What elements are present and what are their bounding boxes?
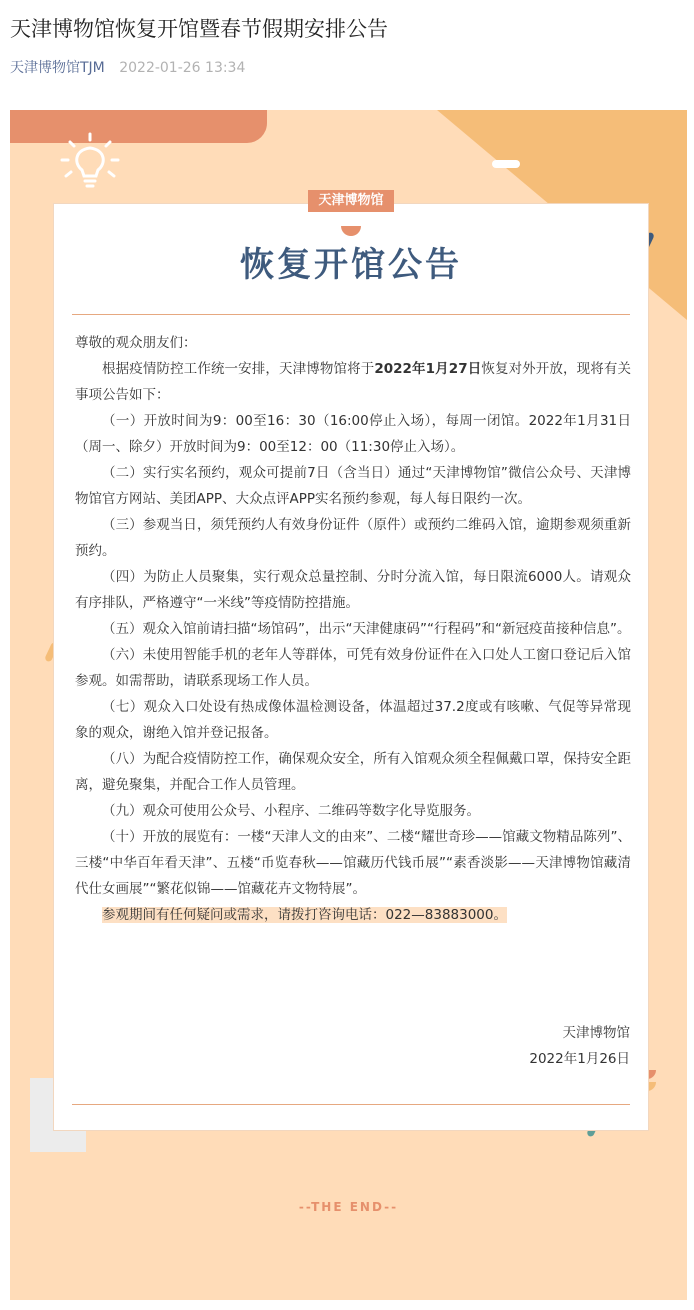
sign-date: 2022年1月26日 (529, 1051, 630, 1067)
article-title: 天津博物馆恢复开馆暨春节假期安排公告 (10, 17, 388, 41)
notice-heading: 恢复开馆公告 (240, 245, 462, 285)
announcement-poster (10, 110, 687, 1300)
notice-item-7: （七）观众入口处设有热成像体温检测设备，体温超过37.2度或有咳嗽、气促等异常现象的观众，谢绝入馆并登记报备。 (75, 699, 631, 741)
intro-paragraph (75, 356, 631, 408)
lightbulb-icon (58, 130, 122, 194)
tab-semicircle-decoration (341, 226, 361, 236)
notice-item-1: （一）开放时间为9：00至16：30（16:00停止入场），每周一闭馆。2022年1月31日（周一、除夕）开放时间为9：00至12：00（11:30停止入场）。 (75, 413, 631, 455)
coral-banner-shape (10, 110, 267, 143)
bottom-divider (72, 1104, 630, 1105)
the-end-marker: --THE END-- (298, 1200, 399, 1214)
notice-item-6: （六）未使用智能手机的老年人等群体，可凭有效身份证件在入口处人工窗口登记后入馆参观。如需帮助，请联系现场工作人员。 (75, 647, 631, 689)
article-meta (10, 58, 245, 78)
hotline-paragraph (75, 902, 631, 928)
signature: 天津博物馆 (562, 1025, 630, 1041)
publish-date: 2022-01-26 13:34 (119, 60, 246, 76)
top-divider (72, 314, 630, 315)
salutation: 尊敬的观众朋友们： (75, 335, 197, 351)
notice-card (53, 193, 649, 1131)
white-dash-decoration (492, 160, 520, 168)
notice-item-5: （五）观众入馆前请扫描“场馆码”，出示“天津健康码”“行程码”和“新冠疫苗接种信息”。 (102, 621, 631, 637)
reopen-date: 2022年1月27日 (374, 361, 482, 377)
notice-item-2: （二）实行实名预约，观众可提前7日（含当日）通过“天津博物馆”微信公众号、天津博物馆官方网站、美团APP、大众点评APP实名预约参观，每人每日限约一次。 (75, 465, 631, 507)
intro-text: 根据疫情防控工作统一安排，天津博物馆将于 (102, 361, 375, 377)
museum-tab-label: 天津博物馆 (308, 190, 394, 212)
notice-body (75, 330, 631, 928)
notice-item-8: （八）为配合疫情防控工作，确保观众安全，所有入馆观众须全程佩戴口罩，保持安全距离，避免聚集，并配合工作人员管理。 (75, 751, 631, 793)
author-link[interactable]: 天津博物馆TJM (10, 60, 105, 76)
hotline-text: 参观期间有任何疑问或需求，请拨打咨询电话：022—83883000。 (102, 907, 507, 923)
notice-item-3: （三）参观当日，须凭预约人有效身份证件（原件）或预约二维码入馆，逾期参观须重新预约。 (75, 517, 631, 559)
notice-item-10: （十）开放的展览有：一楼“天津人文的由来”、二楼“耀世奇珍——馆藏文物精品陈列”、三楼“中华百年看天津”、五楼“币览春秋——馆藏历代钱币展”“素香淡影——天津博物馆藏清代仕女画展”“繁花似锦——馆藏花卉文物特展”。 (75, 829, 631, 897)
intro-text-end: 恢复对外开放，现将有关事项公告如下： (75, 361, 632, 403)
notice-item-9: （九）观众可使用公众号、小程序、二维码等数字化导览服务。 (102, 803, 480, 819)
notice-item-4: （四）为防止人员聚集，实行观众总量控制、分时分流入馆，每日限流6000人。请观众有序排队，严格遵守“一米线”等疫情防控措施。 (75, 569, 631, 611)
